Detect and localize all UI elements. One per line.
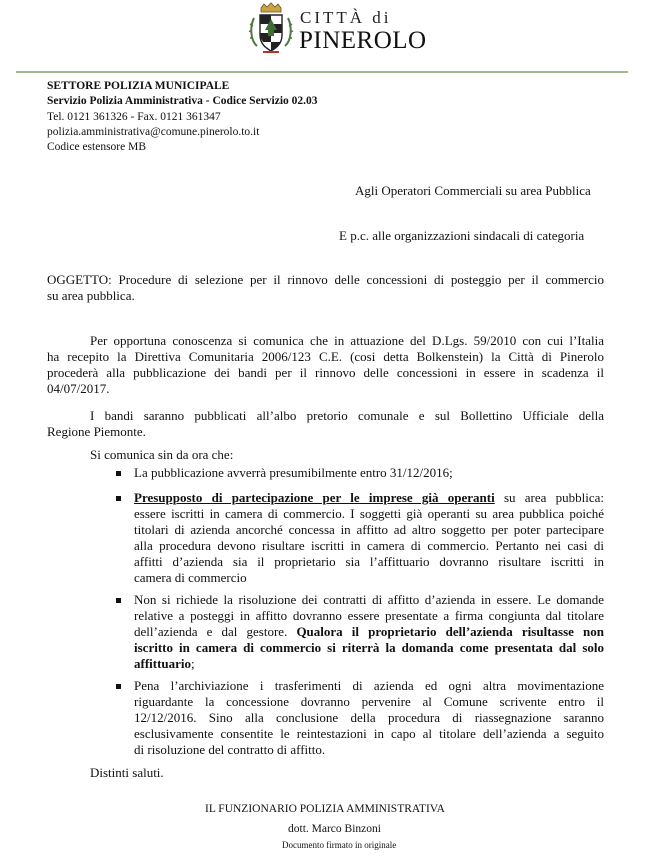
bullet-2-line: affitti d’azienda sia il proprietario sia l’affittuario dovranno risultare iscritti in (134, 554, 604, 569)
bullet-2-line: titolari di azienda ancorché concessa in affitto ad altro soggetto per poter partecipare (134, 522, 604, 537)
list-intro: Si comunica sin da ora che: (90, 447, 234, 462)
paragraph-1-line: 04/07/2017. (47, 381, 110, 396)
service-name: Servizio Polizia Amministrativa - Codice Servizio 02.03 (47, 95, 318, 107)
closing-greeting: Distinti saluti. (90, 765, 164, 780)
bullet-1-text: La pubblicazione avverrà presumibilmente entro 31/12/2016; (134, 465, 453, 480)
city-prefix: CITTÀ di (300, 8, 392, 27)
bullet-4-line: 12/12/2016. Sino alla conclusione della procedura di riassegnazione saranno (134, 710, 604, 725)
signatory-name: dott. Marco Binzoni (288, 823, 381, 835)
recipient-cc: E p.c. alle organizzazioni sindacali di categoria (339, 228, 585, 243)
bullet-2-line: alla procedura devono risultare iscritti in camera di commercio. Pertanto nei casi di (134, 538, 604, 553)
paragraph-1-line: Per opportuna conoscenza si comunica che in attuazione del D.Lgs. 59/2010 con cui l’Italia (90, 333, 604, 348)
paragraph-1-line: ha recepito la Direttiva Comunitaria 2006/123 C.E. (cosi detta Bolkenstein) la Città di Pinerolo (47, 349, 604, 364)
bullet-3-line (134, 624, 604, 640)
signatory-title: IL FUNZIONARIO POLIZIA AMMINISTRATIVA (205, 803, 445, 815)
paragraph-1-line: procederà alla pubblicazione dei bandi per il rinnovo delle concessioni in essere in scadenza il (47, 365, 604, 380)
bullet-4-line: esclusivamente consentite le reintestazioni in capo al titolare dell’azienda a seguito (134, 726, 604, 741)
recipient-to: Agli Operatori Commerciali su area Pubblica (355, 183, 591, 198)
office-name: SETTORE POLIZIA MUNICIPALE (47, 80, 230, 92)
bullet-3-line-start: dell’azienda e dal gestore. (134, 624, 288, 639)
bullet-3-line (134, 656, 195, 672)
bullet-3-line: relative a posteggi in affitto dovranno essere presentate a firma congiunta dal titolare (134, 608, 604, 623)
subject-line-1: OGGETTO: Procedure di selezione per il rinnovo delle concessioni di posteggio per il commercio (47, 272, 604, 287)
paragraph-2-line: Regione Piemonte. (47, 424, 146, 439)
paragraph-2-line: I bandi saranno pubblicati all’albo pretorio comunale e sul Bollettino Ufficiale della (90, 408, 604, 423)
signature-note: Documento firmato in originale (282, 840, 397, 850)
bullet-4-line: di risoluzione del contratto di affitto. (134, 742, 326, 757)
bullet-3-bold-end: affittuario (134, 656, 192, 671)
bullet-2-lead-rest: su area pubblica: (494, 490, 605, 505)
bullet-3-line: Non si richiede la risoluzione dei contratti di affitto d’azienda in essere. Le domande (134, 592, 604, 607)
bullet-2-line (134, 490, 604, 506)
bullet-marker (116, 598, 121, 603)
bullet-marker (116, 684, 121, 689)
bullet-2-bold-lead: Presupposto di partecipazione per le imprese già operanti (134, 490, 495, 505)
author-code: Codice estensore MB (47, 141, 147, 153)
bullet-3-bold-line: iscritto in camera di commercio si riterrà la domanda come presentata dal solo (134, 640, 604, 655)
city-crest-icon (248, 2, 294, 58)
header-divider (16, 71, 628, 73)
bullet-marker (116, 496, 121, 501)
bullet-4-line: riguardante la concessione dovranno pervenire al Comune scrivente entro il (134, 694, 604, 709)
bullet-3-bold-start: Qualora il proprietario dell’azienda risultasse non (287, 624, 604, 639)
bullet-3-end: ; (191, 656, 195, 671)
city-name: PINEROLO (299, 27, 427, 54)
phone-fax: Tel. 0121 361326 - Fax. 0121 361347 (47, 111, 221, 123)
bullet-4-line: Pena l’archiviazione i trasferimenti di azienda ed ogni altra movimentazione (134, 678, 604, 693)
subject-line-2: su area pubblica. (47, 288, 135, 303)
email-address: polizia.amministrativa@comune.pinerolo.to.it (47, 126, 260, 138)
bullet-2-line: essere iscritti in camera di commercio. I soggetti già operanti su area pubblica poiché (134, 506, 604, 521)
bullet-marker (116, 471, 121, 476)
bullet-2-line: camera di commercio (134, 570, 247, 585)
